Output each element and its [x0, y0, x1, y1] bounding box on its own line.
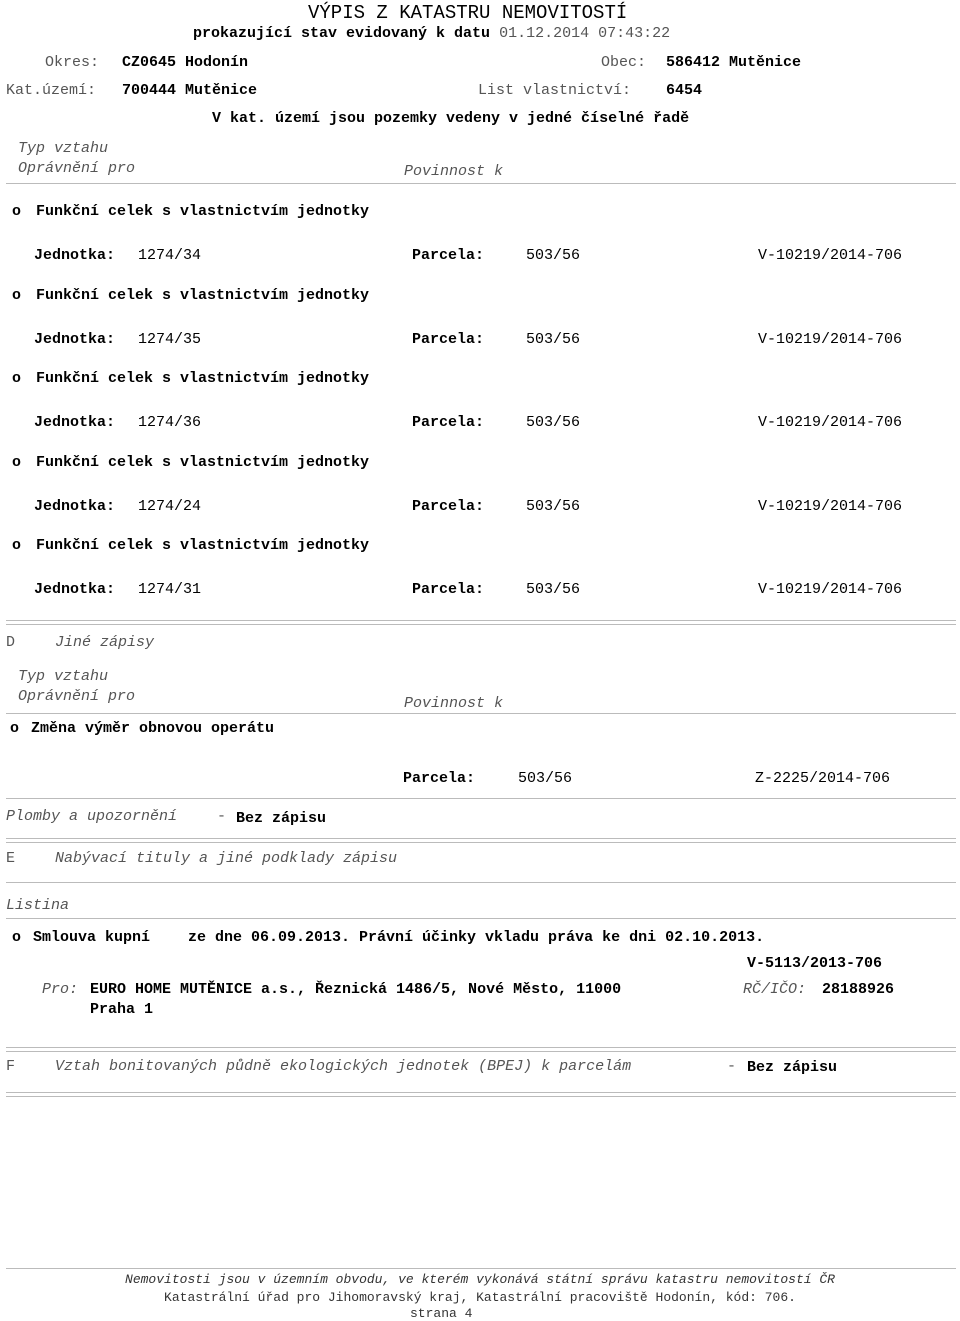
entry-heading: Funkční celek s vlastnictvím jednotky	[36, 370, 370, 387]
parcela-value: 503/56	[526, 498, 581, 515]
plomby-dash: -	[217, 808, 227, 825]
okres-value: CZ0645 Hodonín	[122, 54, 249, 71]
parcela-label: Parcela:	[412, 498, 485, 515]
page-title: VÝPIS Z KATASTRU NEMOVITOSTÍ	[308, 2, 628, 24]
ref-value: V-10219/2014-706	[758, 414, 903, 431]
jednotka-value: 1274/31	[138, 581, 202, 598]
col-opravneni-pro: Oprávnění pro	[18, 160, 136, 177]
parcela-value: 503/56	[526, 331, 581, 348]
section-f-letter: F	[6, 1058, 16, 1075]
parcela-label: Parcela:	[412, 581, 485, 598]
parcela-value: 503/56	[526, 581, 581, 598]
bullet: o	[12, 370, 22, 387]
plomby-value: Bez zápisu	[236, 810, 327, 827]
col-typ-vztahu: Typ vztahu	[18, 668, 109, 685]
parcela-label: Parcela:	[412, 247, 485, 264]
listina-label: Listina	[6, 897, 70, 914]
doc-ref: V-5113/2013-706	[747, 955, 883, 972]
entry-heading: Funkční celek s vlastnictvím jednotky	[36, 287, 370, 304]
jednotka-label: Jednotka:	[34, 581, 116, 598]
entry-heading: Funkční celek s vlastnictvím jednotky	[36, 454, 370, 471]
parcela-value: 503/56	[526, 247, 581, 264]
pro-line2: Praha 1	[90, 1001, 154, 1018]
subtitle-prefix: prokazující stav evidovaný k datu	[193, 25, 491, 42]
ref-value: Z-2225/2014-706	[755, 770, 891, 787]
section-e-title: Nabývací tituly a jiné podklady zápisu	[55, 850, 398, 867]
section-d-letter: D	[6, 634, 16, 651]
jednotka-label: Jednotka:	[34, 331, 116, 348]
katuzemi-value: 700444 Mutěnice	[122, 82, 258, 99]
bullet: o	[12, 203, 22, 220]
divider	[6, 918, 956, 919]
section-e-letter: E	[6, 850, 16, 867]
bullet: o	[12, 537, 22, 554]
doc-text: ze dne 06.09.2013. Právní účinky vkladu práva ke dni 02.10.2013.	[188, 929, 765, 946]
ref-value: V-10219/2014-706	[758, 498, 903, 515]
jednotka-value: 1274/24	[138, 498, 202, 515]
jednotka-label: Jednotka:	[34, 498, 116, 515]
divider	[6, 798, 956, 799]
col-povinnost-k: Povinnost k	[404, 695, 504, 712]
obec-label: Obec:	[601, 54, 647, 71]
section-divider	[6, 1047, 956, 1052]
bullet: o	[12, 287, 22, 304]
ref-value: V-10219/2014-706	[758, 331, 903, 348]
entry-heading: Funkční celek s vlastnictvím jednotky	[36, 203, 370, 220]
katuzemi-label: Kat.území:	[6, 82, 97, 99]
entry-heading: Změna výměr obnovou operátu	[31, 720, 275, 737]
parcela-label: Parcela:	[403, 770, 476, 787]
ref-value: V-10219/2014-706	[758, 247, 903, 264]
section-f-dash: -	[727, 1058, 737, 1075]
divider	[6, 183, 956, 184]
col-opravneni-pro: Oprávnění pro	[18, 688, 136, 705]
ico-label: RČ/IČO:	[743, 981, 807, 998]
section-f-title: Vztah bonitovaných půdně ekologických jednotek (BPEJ) k parcelám	[55, 1058, 632, 1075]
col-povinnost-k: Povinnost k	[404, 163, 504, 180]
bullet: o	[12, 454, 22, 471]
ico-value: 28188926	[822, 981, 895, 998]
subtitle-date: 01.12.2014 07:43:22	[499, 25, 671, 42]
parcela-value: 503/56	[518, 770, 573, 787]
divider	[6, 882, 956, 883]
header-note: V kat. území jsou pozemky vedeny v jedné číselné řadě	[212, 110, 690, 127]
divider	[6, 713, 956, 714]
section-divider	[6, 620, 956, 625]
plomby-label: Plomby a upozornění	[6, 808, 178, 825]
bullet: o	[12, 929, 22, 946]
footer-line2: Katastrální úřad pro Jihomoravský kraj, Katastrální pracoviště Hodonín, kód: 706.	[164, 1290, 796, 1305]
okres-label: Okres:	[45, 54, 100, 71]
section-divider	[6, 838, 956, 843]
footer-divider	[6, 1268, 956, 1269]
obec-value: 586412 Mutěnice	[666, 54, 802, 71]
col-typ-vztahu: Typ vztahu	[18, 140, 109, 157]
lv-value: 6454	[666, 82, 703, 99]
jednotka-value: 1274/34	[138, 247, 202, 264]
page-number: strana 4	[410, 1306, 473, 1321]
section-f-value: Bez zápisu	[747, 1059, 838, 1076]
jednotka-value: 1274/35	[138, 331, 202, 348]
pro-label: Pro:	[42, 981, 79, 998]
pro-line1: EURO HOME MUTĚNICE a.s., Řeznická 1486/5, Nové Město, 11000	[90, 981, 622, 998]
subtitle	[193, 25, 670, 42]
doc-type: Smlouva kupní	[33, 929, 151, 946]
section-divider	[6, 1092, 956, 1097]
parcela-value: 503/56	[526, 414, 581, 431]
parcela-label: Parcela:	[412, 414, 485, 431]
section-d-title: Jiné zápisy	[55, 634, 155, 651]
ref-value: V-10219/2014-706	[758, 581, 903, 598]
entry-heading: Funkční celek s vlastnictvím jednotky	[36, 537, 370, 554]
jednotka-label: Jednotka:	[34, 247, 116, 264]
jednotka-label: Jednotka:	[34, 414, 116, 431]
footer-line1: Nemovitosti jsou v územním obvodu, ve kterém vykonává státní správu katastru nemovitostí ČR	[125, 1272, 835, 1287]
parcela-label: Parcela:	[412, 331, 485, 348]
bullet: o	[10, 720, 20, 737]
jednotka-value: 1274/36	[138, 414, 202, 431]
lv-label: List vlastnictví:	[478, 82, 632, 99]
